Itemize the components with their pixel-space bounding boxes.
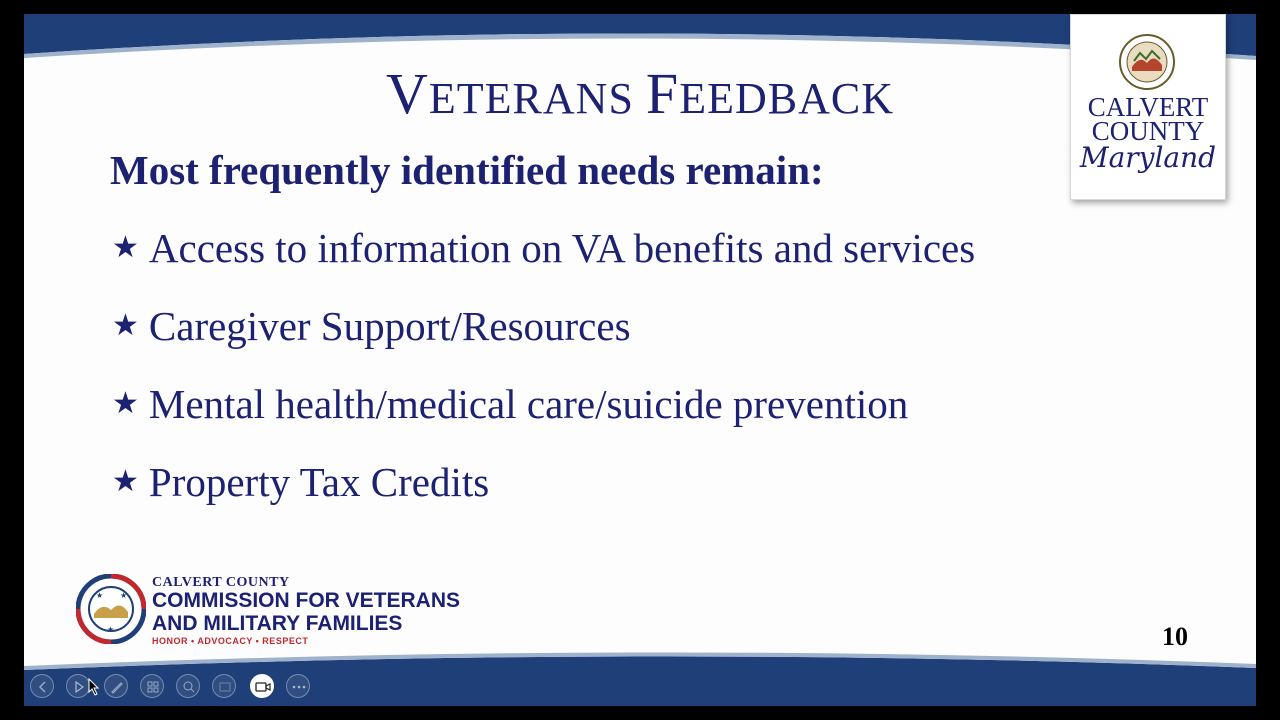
svg-text:★: ★ — [107, 625, 115, 634]
svg-text:★: ★ — [96, 591, 104, 600]
commission-line2: AND MILITARY FAMILIES — [152, 612, 403, 635]
commission-logo — [76, 574, 496, 654]
mouse-cursor-icon — [88, 678, 100, 696]
more-button[interactable] — [286, 674, 310, 698]
pen-button[interactable] — [104, 674, 128, 698]
svg-text:★: ★ — [120, 591, 128, 600]
county-seal-icon — [1118, 33, 1176, 91]
calvert-county-logo — [1070, 14, 1226, 200]
bullet-item: ★ Mental health/medical care/suicide prevention — [112, 381, 909, 427]
commission-line1: COMMISSION FOR VETERANS — [152, 589, 461, 612]
star-icon: ★ — [112, 386, 139, 421]
presentation-toolbar — [24, 670, 324, 704]
star-icon: ★ — [112, 464, 139, 499]
camera-button[interactable] — [250, 674, 274, 698]
play-icon — [70, 678, 88, 696]
bullet-item: ★ Caregiver Support/Resources — [112, 303, 631, 349]
bullet-item: ★ Access to information on VA benefits and services — [112, 225, 976, 271]
county-logo-line1: CALVERT — [1087, 92, 1209, 122]
slide-subtitle: Most frequently identified needs remain: — [110, 147, 824, 193]
play-button[interactable] — [66, 674, 90, 698]
slide — [24, 14, 1256, 706]
grid-icon — [144, 678, 162, 696]
back-button[interactable] — [30, 674, 54, 698]
commission-county: CALVERT COUNTY — [152, 575, 290, 590]
page-number: 10 — [1162, 622, 1188, 651]
county-logo-line2: COUNTY — [1091, 116, 1205, 146]
commission-tagline: HONOR • ADVOCACY • RESPECT — [152, 636, 309, 646]
camera-icon — [254, 678, 272, 696]
more-icon — [290, 678, 308, 696]
back-icon — [34, 678, 52, 696]
zoom-icon — [180, 678, 198, 696]
bullet-item: ★ Property Tax Credits — [112, 459, 490, 505]
commission-emblem-icon — [76, 574, 146, 644]
star-icon: ★ — [112, 308, 139, 343]
blank-icon — [216, 678, 234, 696]
bullet-list — [112, 219, 975, 531]
blank-screen-button[interactable] — [212, 674, 236, 698]
pen-icon — [108, 678, 126, 696]
county-logo-line3: Maryland — [1079, 141, 1217, 174]
zoom-button[interactable] — [176, 674, 200, 698]
grid-button[interactable] — [140, 674, 164, 698]
star-icon: ★ — [112, 230, 139, 265]
slide-title: VETERANS FEEDBACK — [386, 61, 894, 126]
